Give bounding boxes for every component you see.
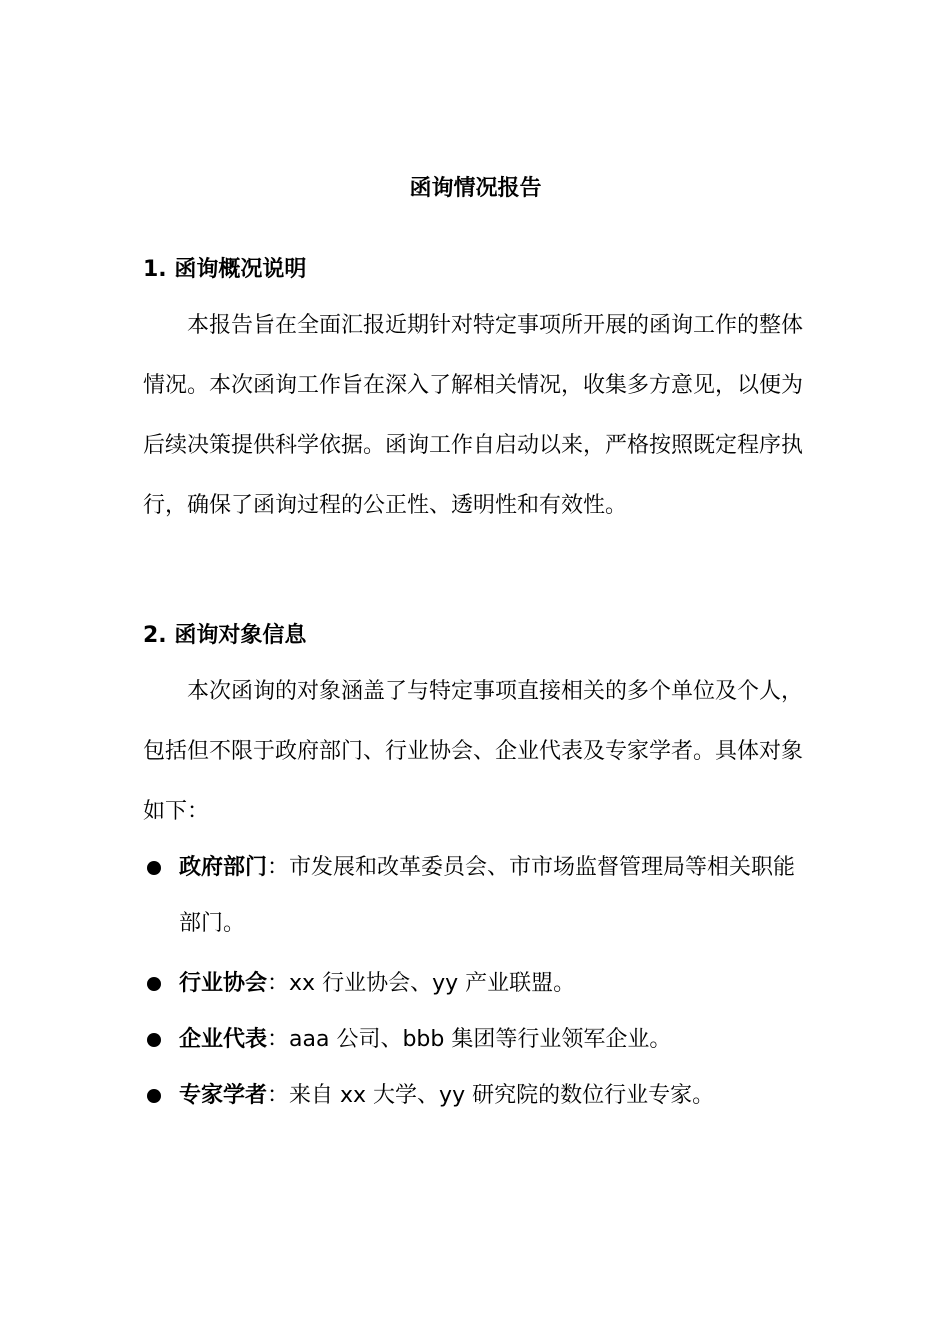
- list-item-text: [179, 1068, 808, 1124]
- section-paragraph-overview: 本报告旨在全面汇报近期针对特定事项所开展的函询工作的整体情况。本次函询工作旨在深入了解相关情况，收集多方意见，以便为后续决策提供科学依据。函询工作自启动以来，严格按照既定程序执行，确保了函询过程的公正性、透明性和有效性。: [143, 313, 804, 518]
- list-item-term: 企业代表: [179, 1027, 268, 1052]
- list-item-description: 市发展和改革委员会、市市场监督管理局等相关职能部门。: [179, 855, 796, 936]
- section-heading-targets: 2. 函询对象信息: [143, 623, 307, 648]
- bullet-icon: [147, 977, 161, 991]
- list-item-description: xx 行业协会、yy 产业联盟。: [289, 971, 576, 996]
- list-item-term: 政府部门: [179, 855, 268, 880]
- list-item-description: 来自 xx 大学、yy 研究院的数位行业专家。: [289, 1083, 715, 1108]
- list-item-term: 专家学者: [179, 1083, 268, 1108]
- list-item-text: [179, 1012, 808, 1068]
- list-item-description: aaa 公司、bbb 集团等行业领军企业。: [289, 1027, 672, 1052]
- bullet-icon: [147, 861, 161, 875]
- list-item: [143, 1068, 808, 1124]
- list-item-separator: ：: [267, 1083, 290, 1108]
- list-item-text: [179, 956, 808, 1012]
- list-item: [143, 1012, 808, 1068]
- list-item-term: 行业协会: [179, 971, 268, 996]
- document-title: 函询情况报告: [409, 176, 542, 201]
- list-item-separator: ：: [267, 971, 290, 996]
- list-item-separator: ：: [267, 1027, 290, 1052]
- list-item-text: [179, 840, 808, 952]
- section-heading-overview: 1. 函询概况说明: [143, 257, 307, 282]
- list-item: [143, 956, 808, 1012]
- list-item: [143, 840, 808, 952]
- bullet-icon: [147, 1089, 161, 1103]
- bullet-icon: [147, 1033, 161, 1047]
- section-paragraph-targets: 本次函询的对象涵盖了与特定事项直接相关的多个单位及个人，包括但不限于政府部门、行业协会、企业代表及专家学者。具体对象如下：: [143, 679, 804, 824]
- list-item-separator: ：: [267, 855, 290, 880]
